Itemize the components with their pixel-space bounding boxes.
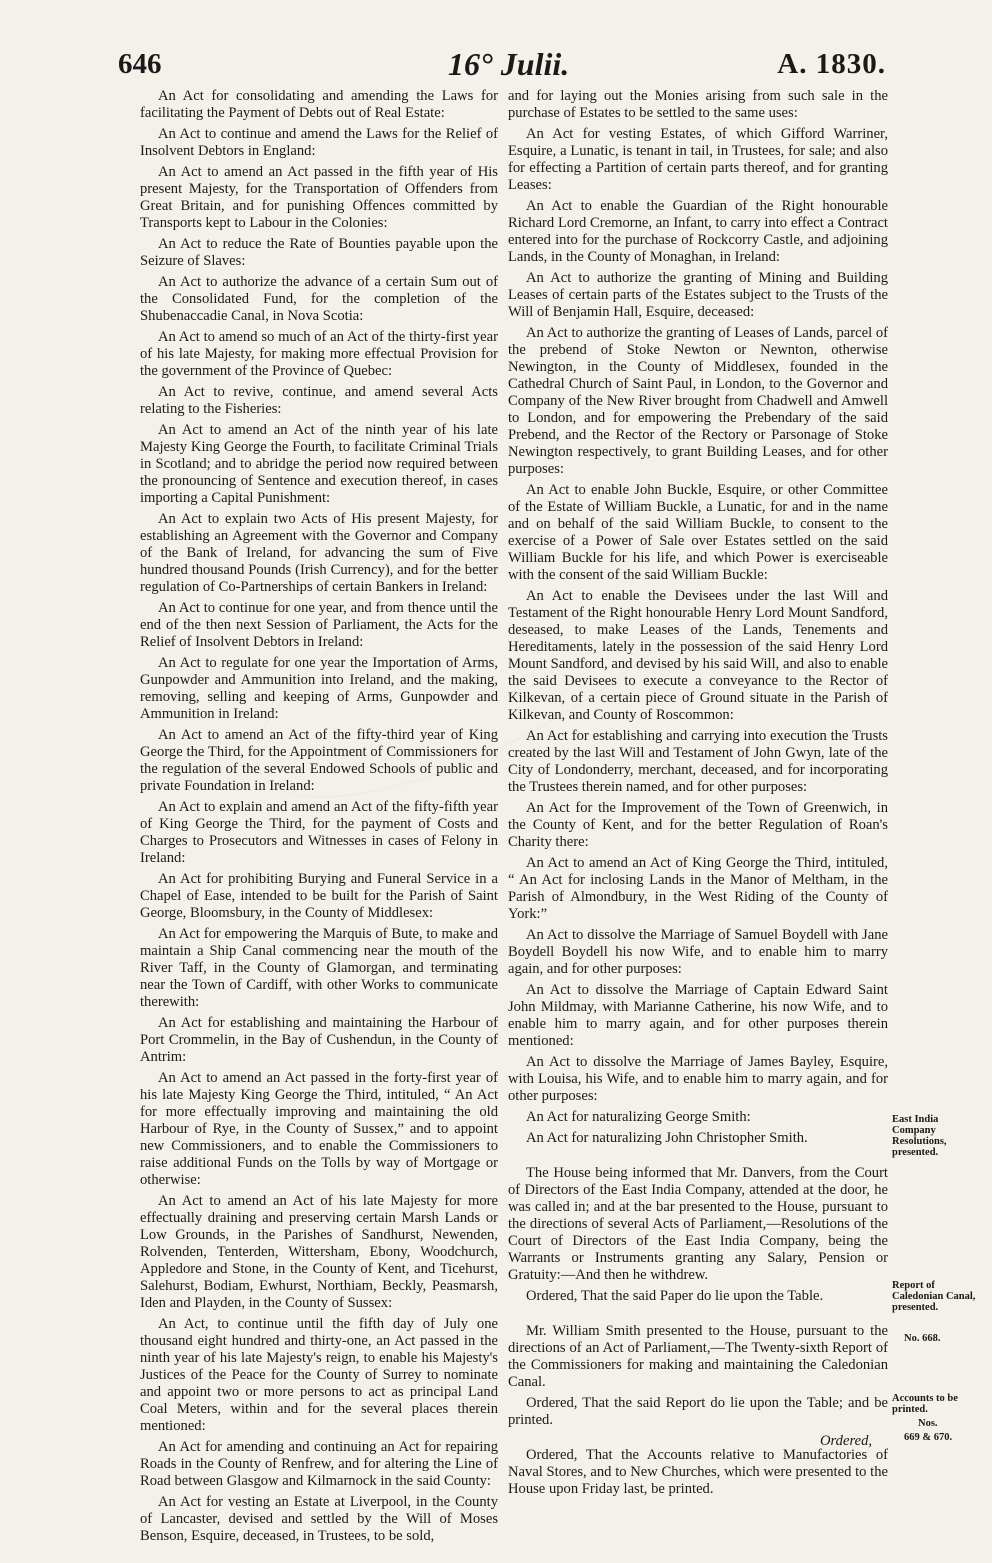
act-paragraph: An Act to amend an Act of his late Majesty for more effectually draining and preserving certain Marsh Lands or Low Grounds, in the Parishes of Sandhurst, Newenden, Rolvenden, Tenterden, Wittersham, Ebony, Woodchurch, Appledore and Stone, in the County of Kent, and Ticehurst, Salehurst, Bodiam, Ewhurst, Northiam, Beckly, Peasmarsh, Iden and Playden, in the County of Sussex: (140, 1193, 498, 1311)
act-paragraph: An Act to dissolve the Marriage of Captain Edward Saint John Mildmay, with Marianne Catherine, his now Wife, and to enable him to marry again, and for other purposes therein mentioned: (508, 982, 888, 1049)
act-paragraph: An Act to revive, continue, and amend several Acts relating to the Fisheries: (140, 384, 498, 417)
act-paragraph: An Act to amend an Act passed in the forty-first year of his late Majesty King George the Third, intituled, “ An Act for more effectually improving and maintaining the old Harbour of Rye, in the County of Sussex,” and to appoint new Commissioners, and to enable the Commissioners to raise additional Funds on the Tolls by way of Mortgage or otherwise: (140, 1070, 498, 1188)
act-paragraph: An Act to amend an Act of the fifty-third year of King George the Third, for the Appointment of Commissioners for the regulation of the several Endowed Schools of public and private Foundation in Ireland: (140, 727, 498, 794)
margin-note-east-india: East India Company Resolutions, presented. (892, 1114, 947, 1158)
act-paragraph: An Act for consolidating and amending the Laws for facilitating the Payment of Debts out of Real Estate: (140, 88, 498, 121)
act-paragraph: An Act for naturalizing George Smith: (526, 1109, 751, 1125)
act-paragraph: An Act to dissolve the Marriage of James Bayley, Esquire, with Louisa, his Wife, and to enable him to marry again, and for other purposes: (508, 1054, 888, 1104)
act-paragraph: An Act to reduce the Rate of Bounties payable upon the Seizure of Slaves: (140, 236, 498, 269)
act-paragraph: An Act to amend an Act of the ninth year of his late Majesty King George the Fourth, to facilitate Criminal Trials in Scotland; and to abridge the period now required between the pronouncing of Sentence and execution thereof, in cases importing a Capital Punishment: (140, 422, 498, 506)
right-column (508, 88, 888, 1502)
act-paragraph: An Act for empowering the Marquis of Bute, to make and maintain a Ship Canal commencing near the mouth of the River Taff, in the County of Glamorgan, and terminating near the Town of Cardiff, with other Works to communicate therewith: (140, 926, 498, 1010)
act-paragraph: An Act for establishing and maintaining the Harbour of Port Crommelin, in the Bay of Cushendun, in the County of Antrim: (140, 1015, 498, 1065)
act-paragraph: An Act to explain two Acts of His present Majesty, for establishing an Agreement with the Governor and Company of the Bank of Ireland, for advancing the sum of Five hundred thousand Pounds (Irish Currency), and for the better regulation of Co-Partnerships of certain Bankers in Ireland: (140, 511, 498, 595)
act-paragraph: An Act for vesting Estates, of which Gifford Warriner, Esquire, a Lunatic, is tenant in tail, in Trustees, for sale; and also for effecting a Partition of certain parts thereof, and for granting Leases: (508, 126, 888, 193)
page-header (118, 48, 886, 88)
margin-note-nos-label: Nos. (918, 1418, 938, 1429)
act-paragraph: and for laying out the Monies arising from such sale in the purchase of Estates to be settled to the same uses: (508, 88, 888, 121)
proceeding-east-india: The House being informed that Mr. Danvers, from the Court of Directors of the East India Company, attended at the door, he was called in; and at the bar presented to the House, pursuant to the directions of several Acts of Parliament,—Resolutions of the Court of Directors of the East India Company, being the Warrants or Instruments granting any Salary, Pension or Gratuity:—And then he withdrew. (508, 1165, 888, 1283)
act-paragraph: An Act to amend so much of an Act of the thirty-first year of his late Majesty, for making more effectual Provision for the government of the Province of Quebec: (140, 329, 498, 379)
left-column (140, 88, 498, 1549)
proceeding-caledonian: Mr. William Smith presented to the House, pursuant to the directions of an Act of Parliament,—The Twenty-sixth Report of the Commissioners for making and maintaining the Caledonian Canal. (508, 1323, 888, 1390)
act-paragraph: An Act for prohibiting Burying and Funeral Service in a Chapel of Ease, intended to be built for the Parish of Saint George, Bloomsbury, in the County of Middlesex: (140, 871, 498, 921)
act-paragraph: An Act to continue and amend the Laws for the Relief of Insolvent Debtors in England: (140, 126, 498, 159)
margin-note-accounts: Accounts to be printed. (892, 1393, 958, 1415)
act-paragraph: An Act to amend an Act passed in the fifth year of His present Majesty, for the Transportation of Offenders from Great Britain, and for punishing Offences committed by Transports kept to Labour in the Colonies: (140, 164, 498, 231)
act-paragraph: An Act for the Improvement of the Town of Greenwich, in the County of Kent, and for the better Regulation of Roan's Charity there: (508, 800, 888, 850)
order-east-india: Ordered, That the said Paper do lie upon the Table. (526, 1288, 824, 1304)
act-paragraph: An Act to amend an Act of King George the Third, intituled, “ An Act for inclosing Lands in the Manor of Meltham, in the Parish of Almondbury, in the West Riding of the County of York:” (508, 855, 888, 922)
act-paragraph: An Act to authorize the granting of Leases of Lands, parcel of the prebend of Stoke Newton or Newnton, otherwise Newington, in the County of Middlesex, founded in the Cathedral Church of Saint Paul, in London, to the Governor and Company of the New River brought from Chadwell and Amwell to London, and for empowering the Prebendary of the said Prebend, and the Rector of the Rectory or Parsonage of Stoke Newington respectively, to grant Building Leases, and for other purposes: (508, 325, 888, 477)
act-paragraph: An Act to explain and amend an Act of the fifty-fifth year of King George the Third, for the payment of Costs and Charges to Prosecutors and Witnesses in cases of Felony in Ireland: (140, 799, 498, 866)
act-paragraph: An Act for amending and continuing an Act for repairing Roads in the County of Renfrew, and for altering the Line of Road between Glasgow and Kilmarnock in the said County: (140, 1439, 498, 1489)
order-accounts: Ordered, That the Accounts relative to Manufactories of Naval Stores, and to New Churches, which were presented to the House upon Friday last, be printed. (508, 1447, 888, 1497)
act-paragraph: An Act to authorize the advance of a certain Sum out of the Consolidated Fund, for the completion of the Shubenaccadie Canal, in Nova Scotia: (140, 274, 498, 324)
margin-note-caledonian: Report of Caledonian Canal, presented. (892, 1280, 976, 1313)
act-paragraph: An Act to enable John Buckle, Esquire, or other Committee of the Estate of William Buckle, a Lunatic, for and in the name and on behalf of the said William Buckle, to consent to the exercise of a Power of Sale over Estates settled on the said William Buckle for his life, and which Power is exerciseable with the consent of the said William Buckle: (508, 482, 888, 583)
page-date: 16° Julii. (448, 46, 570, 82)
margin-note-number: No. 668. (904, 1333, 941, 1344)
act-paragraph: An Act to enable the Guardian of the Right honourable Richard Lord Cremorne, an Infant, to carry into effect a Contract entered into for the purchase of Rockcorry Castle, and adjoining Lands, in the County of Monaghan, in Ireland: (508, 198, 888, 265)
page-year: A. 1830. (777, 48, 886, 80)
page-number: 646 (118, 48, 162, 80)
act-paragraph: An Act for naturalizing John Christopher Smith. (526, 1130, 808, 1146)
act-paragraph: An Act to enable the Devisees under the last Will and Testament of the Right honourable Henry Lord Mount Sandford, deseased, to make Leases of the Lands, Tenements and Hereditaments, lately in the possession of the said Henry Lord Mount Sandford, and devised by his said Will, and also to enable the said Devisees to execute a conveyance to the Rector of Kilkevan, of a certain piece of Ground situate in the Parish of Kilkevan, and County of Roscommon: (508, 588, 888, 723)
act-paragraph: An Act to regulate for one year the Importation of Arms, Gunpowder and Ammunition into Ireland, and the making, removing, selling and keeping of Arms, Gunpowder and Ammunition in Ireland: (140, 655, 498, 722)
act-paragraph: An Act to authorize the granting of Mining and Building Leases of certain parts of the Estates subject to the Trusts of the Will of Benjamin Hall, Esquire, deceased: (508, 270, 888, 320)
act-paragraph: An Act, to continue until the fifth day of July one thousand eight hundred and thirty-one, an Act passed in the ninth year of his late Majesty's reign, to enable his Majesty's Justices of the Peace for the County of Surrey to nominate and appoint two or more persons to act as principal Land Coal Meters, within and for the several places therein mentioned: (140, 1316, 498, 1434)
catchword: Ordered, (820, 1433, 873, 1449)
margin-note-nos: 669 & 670. (904, 1432, 953, 1443)
act-paragraph: An Act to dissolve the Marriage of Samuel Boydell with Jane Boydell Boydell his now Wife, and to enable him to marry again, and for other purposes: (508, 927, 888, 977)
act-paragraph: An Act to continue for one year, and from thence until the end of the then next Session of Parliament, the Acts for the Relief of Insolvent Debtors in Ireland: (140, 600, 498, 650)
act-paragraph: An Act for establishing and carrying into execution the Trusts created by the last Will and Testament of John Gwyn, late of the City of Londonderry, merchant, deceased, and for incorporating the Trustees therein named, and for other purposes: (508, 728, 888, 795)
act-paragraph: An Act for vesting an Estate at Liverpool, in the County of Lancaster, devised and settled by the Will of Moses Benson, Esquire, deceased, in Trustees, to be sold, (140, 1494, 498, 1544)
order-caledonian: Ordered, That the said Report do lie upon the Table; and be printed. (508, 1395, 888, 1428)
